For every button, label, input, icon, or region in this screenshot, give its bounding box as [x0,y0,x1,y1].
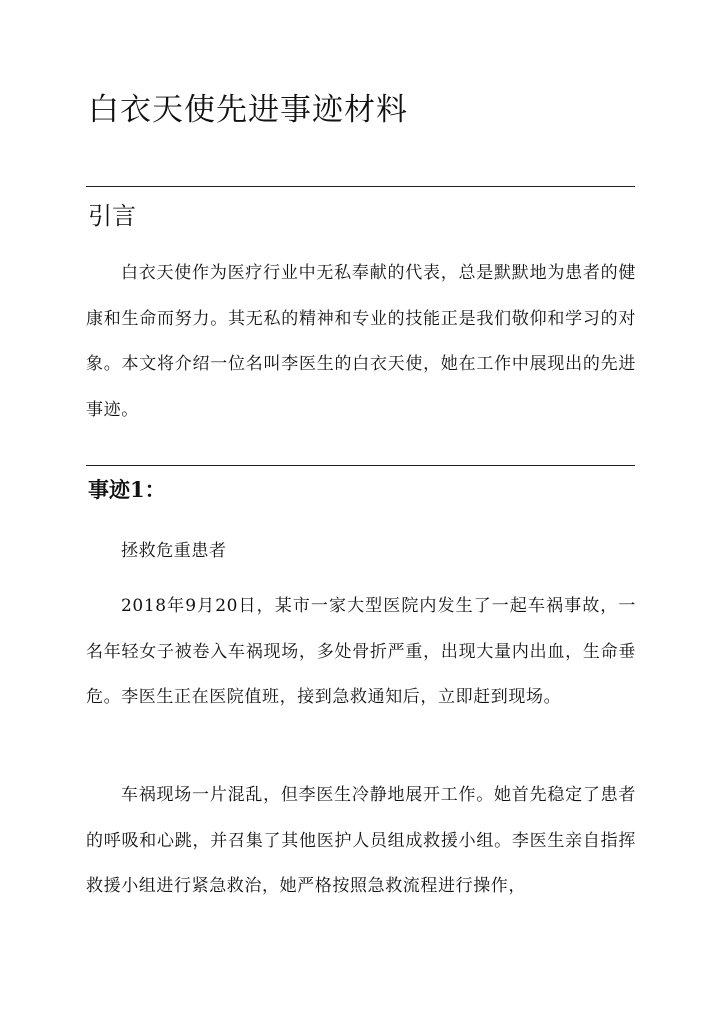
document-title: 白衣天使先进事迹材料 [88,92,408,128]
section-heading-intro: 引言 [88,202,136,230]
section-divider [86,465,635,466]
section-heading-deed-1: 事迹1： [88,477,166,502]
deed-paragraph: 2018年9月20日，某市一家大型医院内发生了一起车祸事故，一名年轻女子被卷入车祸现场，多处骨折严重，出现大量内出血，生命垂危。李医生正在医院值班，接到急救通知后，立即赶到现场。 [86,596,636,707]
section-divider [86,186,635,187]
deed-paragraph: 车祸现场一片混乱，但李医生冷静地展开工作。她首先稳定了患者的呼吸和心跳，并召集了其他医护人员组成救援小组。李医生亲自指挥救援小组进行紧急救治，她严格按照急救流程进行操作， [86,785,636,896]
intro-paragraph: 白衣天使作为医疗行业中无私奉献的代表，总是默默地为患者的健康和生命而努力。其无私的精神和专业的技能正是我们敬仰和学习的对象。本文将介绍一位名叫李医生的白衣天使，她在工作中展现出的先进事迹。 [86,263,636,420]
deed-subtitle: 拯救危重患者 [121,541,227,561]
